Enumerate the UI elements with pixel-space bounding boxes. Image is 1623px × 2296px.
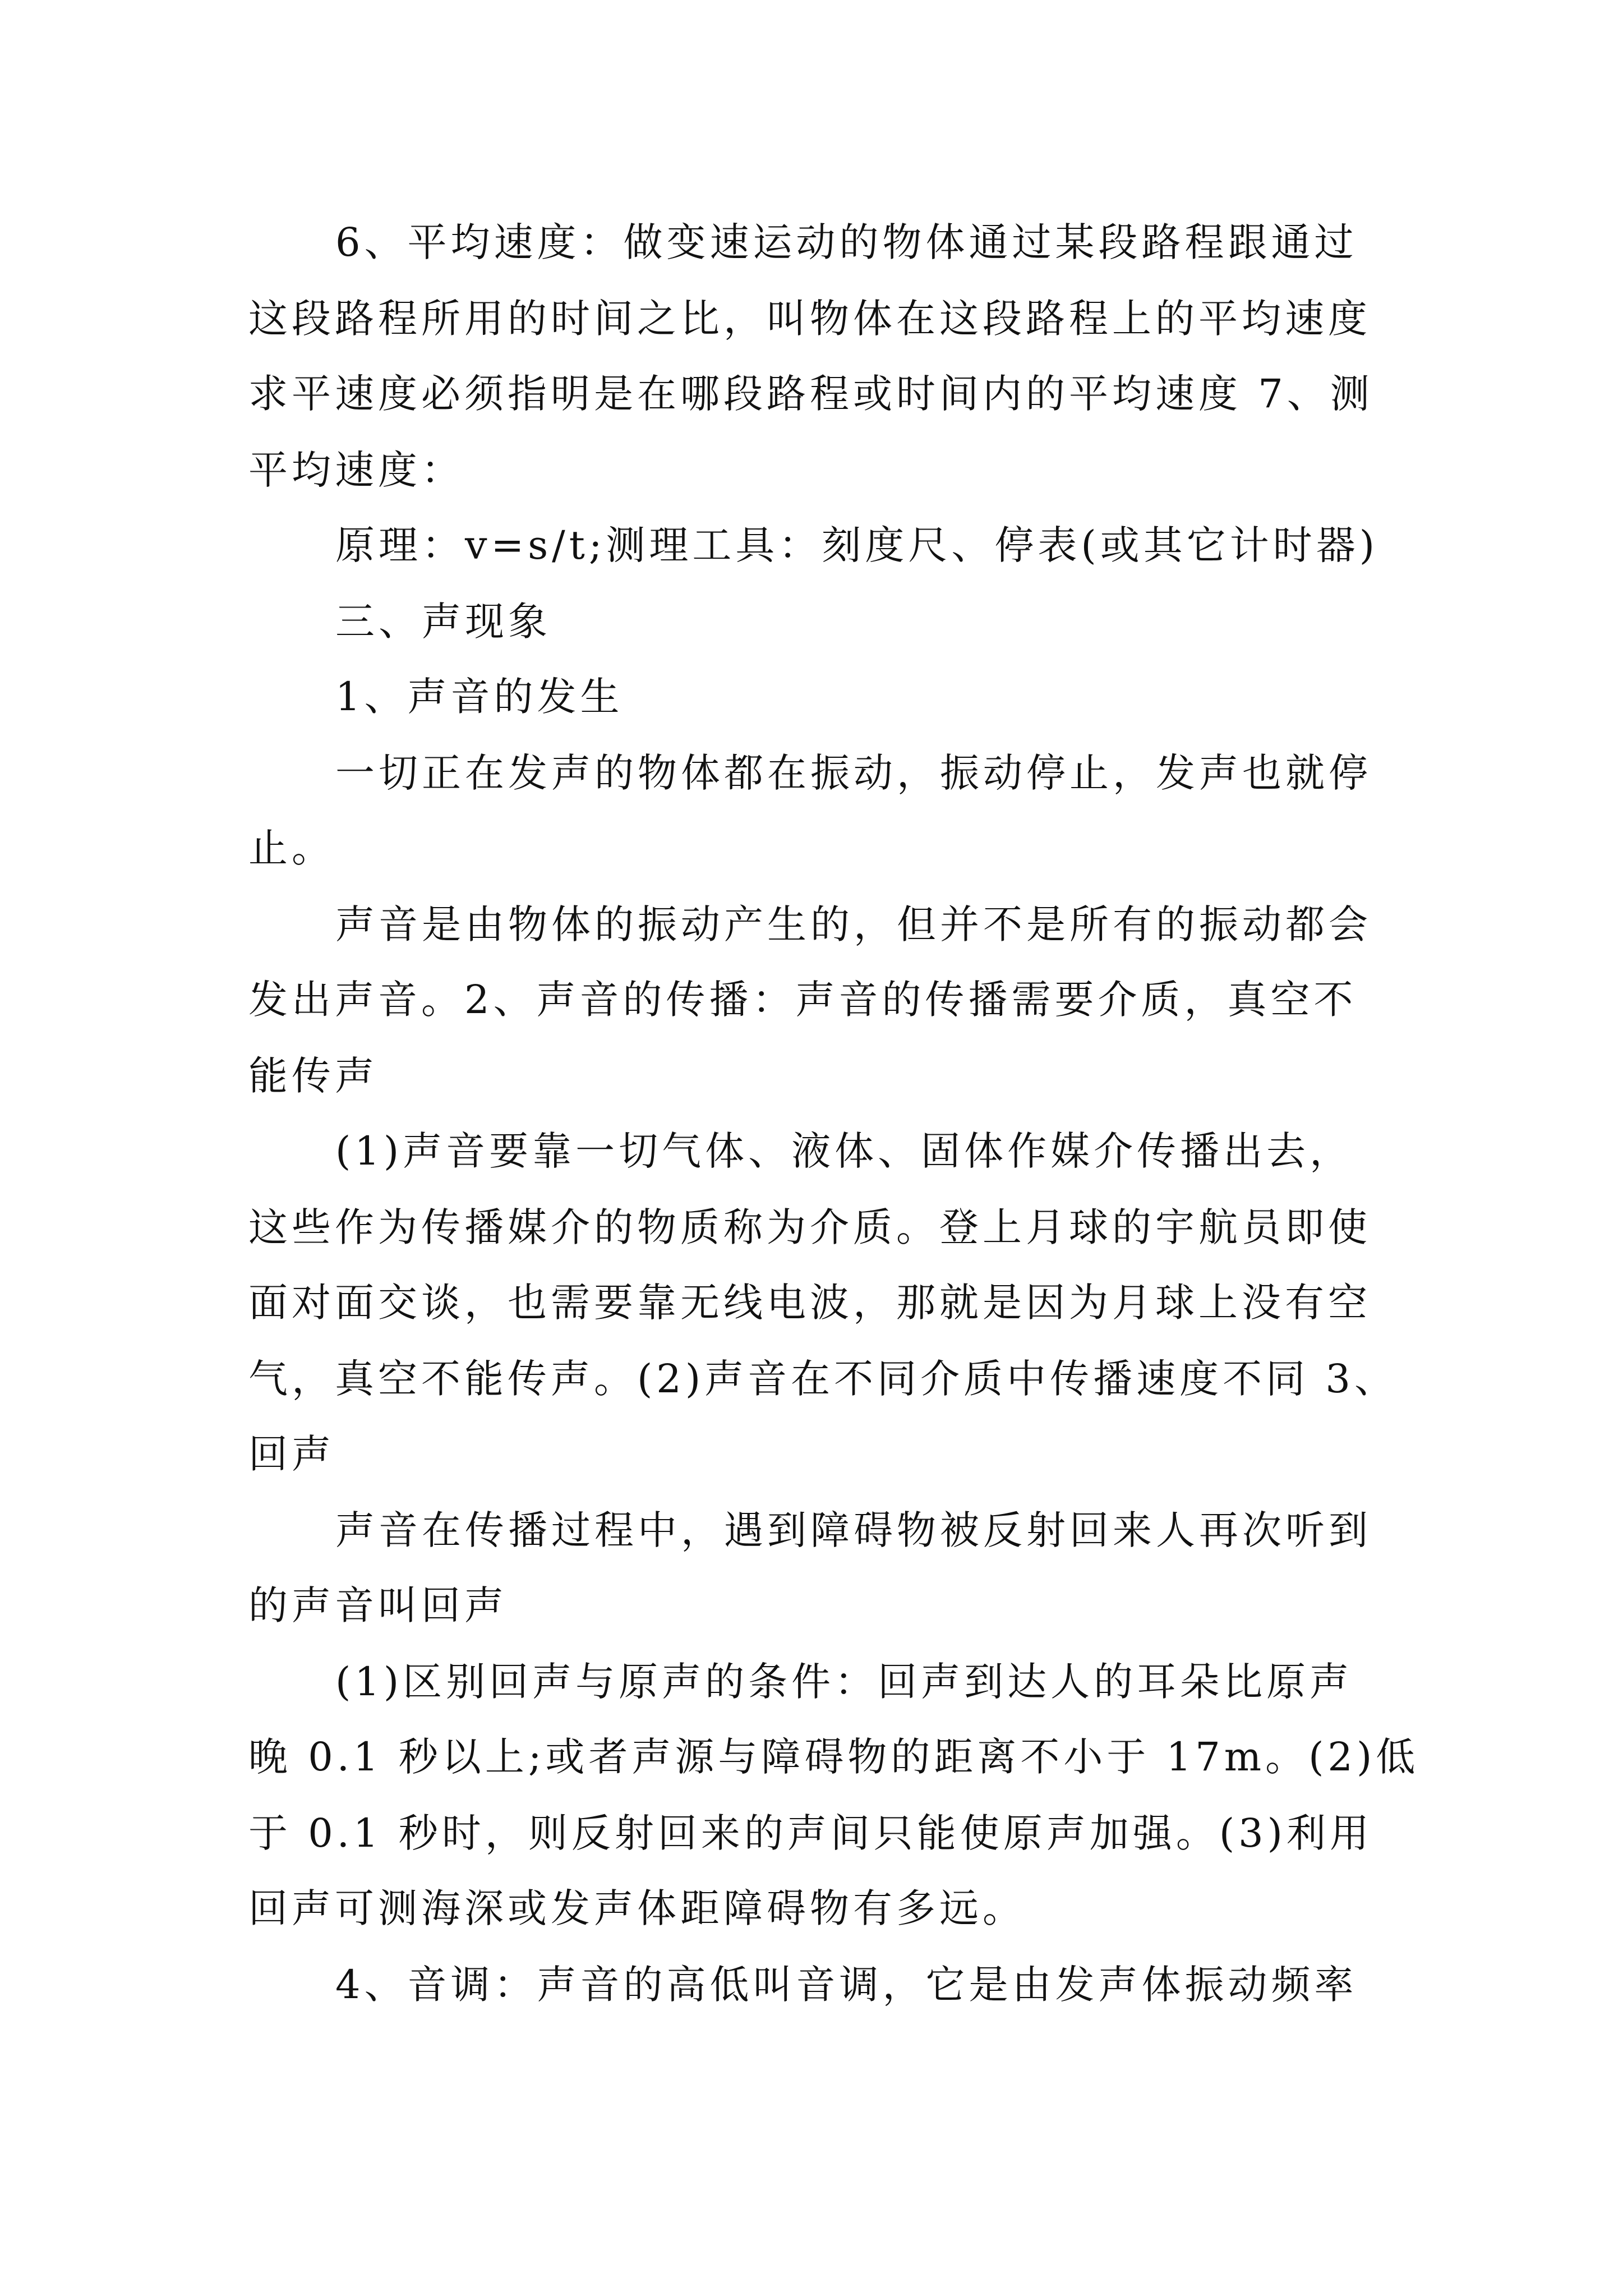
text-line: 声音在传播过程中，遇到障碍物被反射回来人再次听到 [335,1507,1372,1553]
text-line: 这段路程所用的时间之比，叫物体在这段路程上的平均速度 [248,296,1371,342]
text-line: 晚 0.1 秒以上;或者声源与障碍物的距离不小于 17m。(2)低 [248,1734,1419,1780]
text-line: 6、平均速度：做变速运动的物体通过某段路程跟通过 [335,219,1358,265]
text-line: (1)区别回声与原声的条件：回声到达人的耳朵比原声 [335,1659,1353,1705]
text-line: 的声音叫回声 [248,1582,508,1628]
text-line: 声音是由物体的振动产生的，但并不是所有的振动都会 [335,901,1372,947]
text-line: 面对面交谈，也需要靠无线电波，那就是因为月球上没有空 [248,1280,1371,1326]
text-line: 一切正在发声的物体都在振动，振动停止，发声也就停 [335,750,1372,796]
text-line: 气，真空不能传声。(2)声音在不同介质中传播速度不同 3、 [248,1356,1398,1402]
text-line: (1)声音要靠一切气体、液体、固体作媒介传播出去， [335,1128,1353,1174]
text-line: 4、音调：声音的高低叫音调，它是由发声体振动频率 [335,1962,1358,2008]
text-line: 原理：v=s/t;测理工具：刻度尺、停表(或其它计时器) [335,522,1379,568]
text-line: 求平速度必须指明是在哪段路程或时间内的平均速度 7、测 [248,371,1373,417]
text-line: 回声 [248,1431,335,1477]
text-line: 平均速度： [248,447,464,493]
text-line: 这些作为传播媒介的物质称为介质。登上月球的宇航员即使 [248,1204,1371,1250]
section-heading: 三、声现象 [335,599,551,645]
text-line: 于 0.1 秒时，则反射回来的声间只能使原声加强。(3)利用 [248,1810,1373,1856]
text-line: 能传声 [248,1053,378,1099]
text-line: 发出声音。2、声音的传播：声音的传播需要介质，真空不 [248,977,1357,1023]
subsection-heading: 1、声音的发生 [335,674,624,720]
text-line: 止。 [248,825,335,871]
text-line: 回声可测海深或发声体距障碍物有多远。 [248,1885,1026,1931]
